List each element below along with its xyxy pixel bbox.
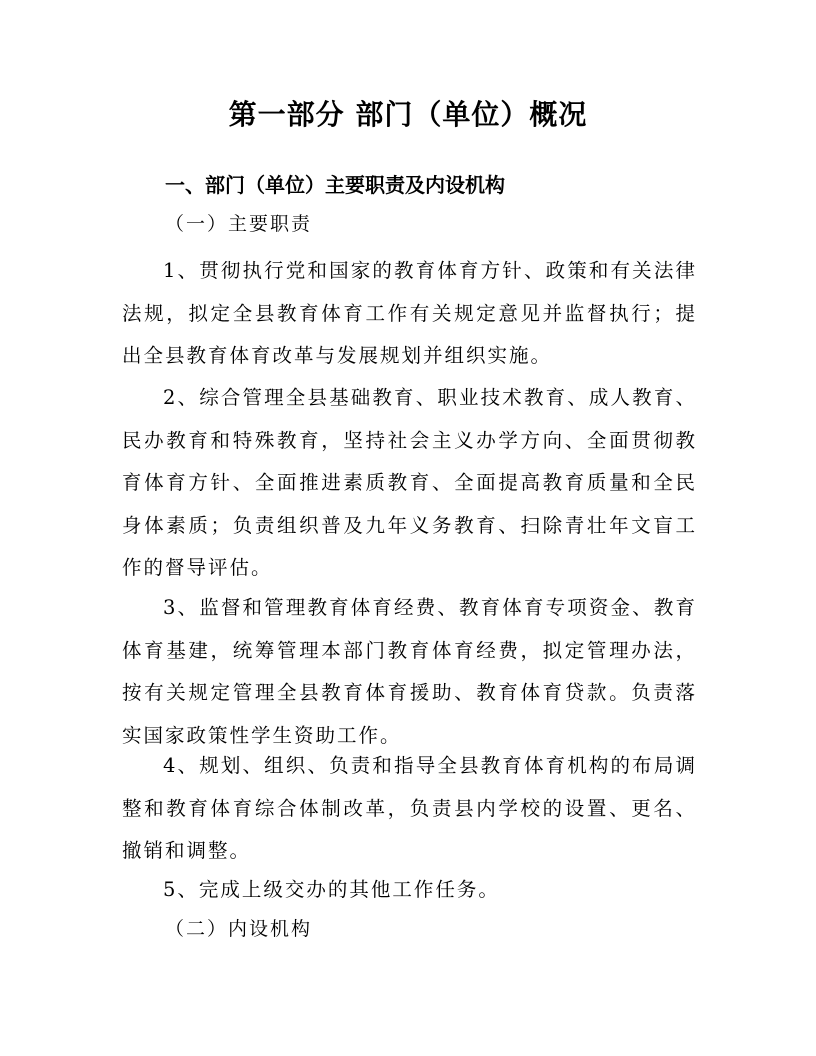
- subsection-heading-internal-structure: （二）内设机构: [165, 918, 313, 940]
- page-title: 第一部分 部门（单位）概况: [228, 98, 588, 131]
- duty-paragraph-4: 4、规划、组织、负责和指导全县教育体育机构的布局调整和教育体育综合体制改革，负责县内学校的设置、更名、撤销和调整。: [122, 754, 697, 862]
- duty-paragraph-3: 3、监督和管理教育体育经费、教育体育专项资金、教育体育基建，统筹管理本部门教育体育经费，拟定管理办法，按有关规定管理全县教育体育援助、教育体育贷款。负责落实国家政策性学生资助工作。: [122, 596, 697, 747]
- subsection-heading-main-duties: （一）主要职责: [165, 213, 313, 235]
- section-heading-duties-and-structure: 一、部门（单位）主要职责及内设机构: [165, 173, 505, 197]
- duty-paragraph-5: 5、完成上级交办的其他工作任务。: [163, 878, 500, 901]
- duty-paragraph-1: 1、贯彻执行党和国家的教育体育方针、政策和有关法律法规，拟定全县教育体育工作有关规定意见并监督执行；提出全县教育体育改革与发展规划并组织实施。: [122, 259, 697, 367]
- duty-paragraph-2: 2、综合管理全县基础教育、职业技术教育、成人教育、民办教育和特殊教育，坚持社会主义办学方向、全面贯彻教育体育方针、全面推进素质教育、全面提高教育质量和全民身体素质；负责组织普及九年义务教育、扫除青壮年文盲工作的督导评估。: [122, 386, 697, 579]
